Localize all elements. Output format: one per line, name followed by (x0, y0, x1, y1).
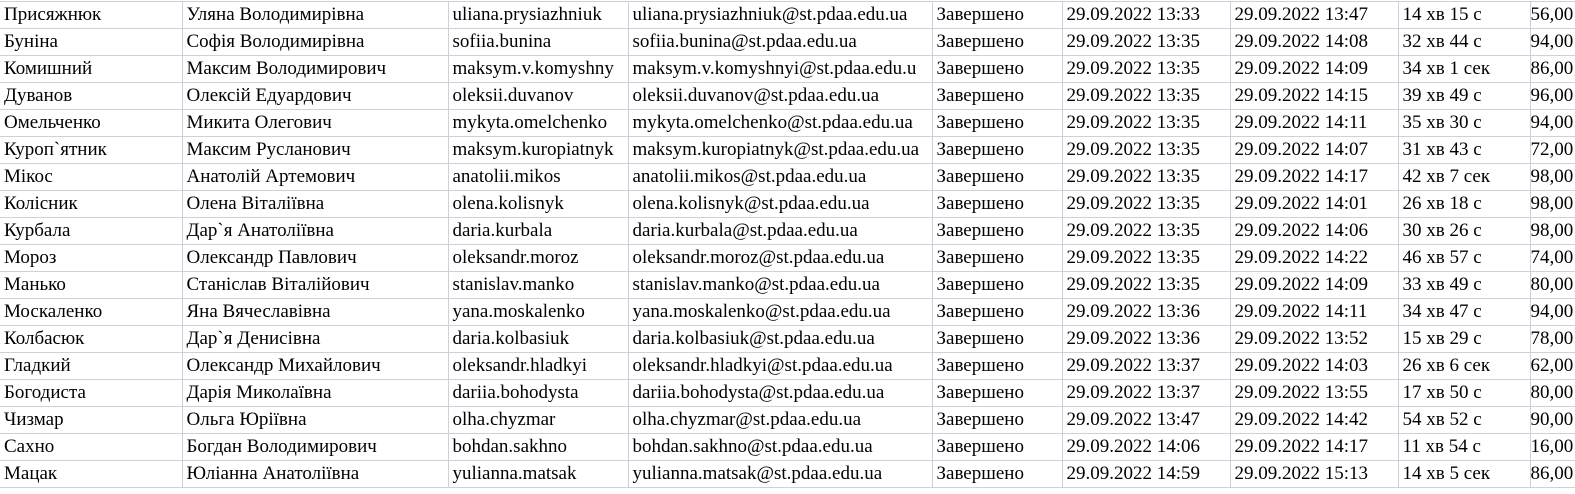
table-row (0, 2, 1575, 29)
cell-duration[interactable]: 15 хв 29 с (1398, 326, 1530, 353)
cell-last-name[interactable]: Омельченко (0, 110, 182, 137)
cell-duration[interactable]: 33 хв 49 с (1398, 272, 1530, 299)
cell-score[interactable]: 56,00 (1530, 2, 1575, 29)
table-row (0, 164, 1575, 191)
cell-completed[interactable]: 29.09.2022 14:11 (1230, 110, 1398, 137)
table-row (0, 137, 1575, 164)
table-row (0, 353, 1575, 380)
cell-username[interactable]: daria.kolbasiuk (448, 326, 628, 353)
cell-duration[interactable]: 34 хв 1 сек (1398, 56, 1530, 83)
cell-completed[interactable]: 29.09.2022 14:03 (1230, 353, 1398, 380)
cell-score[interactable]: 74,00 (1530, 245, 1575, 272)
cell-started[interactable]: 29.09.2022 13:35 (1062, 83, 1230, 110)
cell-completed[interactable]: 29.09.2022 13:52 (1230, 326, 1398, 353)
cell-last-name[interactable]: Манько (0, 272, 182, 299)
cell-first-name[interactable]: Максим Володимирович (182, 56, 448, 83)
cell-started[interactable]: 29.09.2022 13:35 (1062, 218, 1230, 245)
cell-username[interactable]: oleksandr.moroz (448, 245, 628, 272)
cell-last-name[interactable]: Богодиста (0, 380, 182, 407)
cell-started[interactable]: 29.09.2022 13:36 (1062, 326, 1230, 353)
cell-email[interactable]: mykyta.omelchenko@st.pdaa.edu.ua (628, 110, 932, 137)
cell-status[interactable]: Завершено (932, 137, 1062, 164)
cell-duration[interactable]: 31 хв 43 с (1398, 137, 1530, 164)
cell-completed[interactable]: 29.09.2022 14:22 (1230, 245, 1398, 272)
cell-status[interactable]: Завершено (932, 110, 1062, 137)
cell-started[interactable]: 29.09.2022 13:37 (1062, 380, 1230, 407)
cell-score[interactable]: 62,00 (1530, 353, 1575, 380)
cell-completed[interactable]: 29.09.2022 15:13 (1230, 461, 1398, 488)
cell-score[interactable]: 94,00 (1530, 110, 1575, 137)
cell-email[interactable]: maksym.v.komyshnyi@st.pdaa.edu.u (628, 56, 932, 83)
cell-status[interactable]: Завершено (932, 56, 1062, 83)
cell-started[interactable]: 29.09.2022 13:35 (1062, 272, 1230, 299)
cell-email[interactable]: uliana.prysiazhniuk@st.pdaa.edu.ua (628, 2, 932, 29)
cell-first-name[interactable]: Олена Віталіївна (182, 191, 448, 218)
cell-status[interactable]: Завершено (932, 191, 1062, 218)
table-row (0, 407, 1575, 434)
cell-last-name[interactable]: Мацак (0, 461, 182, 488)
cell-username[interactable]: bohdan.sakhno (448, 434, 628, 461)
cell-first-name[interactable]: Микита Олегович (182, 110, 448, 137)
table-row (0, 218, 1575, 245)
cell-first-name[interactable]: Ольга Юріївна (182, 407, 448, 434)
cell-completed[interactable]: 29.09.2022 14:07 (1230, 137, 1398, 164)
cell-score[interactable]: 98,00 (1530, 191, 1575, 218)
cell-first-name[interactable]: Максим Русланович (182, 137, 448, 164)
cell-score[interactable]: 86,00 (1530, 461, 1575, 488)
cell-email[interactable]: olena.kolisnyk@st.pdaa.edu.ua (628, 191, 932, 218)
cell-status[interactable]: Завершено (932, 353, 1062, 380)
cell-started[interactable]: 29.09.2022 14:06 (1062, 434, 1230, 461)
cell-username[interactable]: anatolii.mikos (448, 164, 628, 191)
cell-duration[interactable]: 11 хв 54 с (1398, 434, 1530, 461)
cell-status[interactable]: Завершено (932, 407, 1062, 434)
cell-duration[interactable]: 26 хв 6 сек (1398, 353, 1530, 380)
cell-last-name[interactable]: Курбала (0, 218, 182, 245)
cell-username[interactable]: mykyta.omelchenko (448, 110, 628, 137)
cell-completed[interactable]: 29.09.2022 14:06 (1230, 218, 1398, 245)
table-row (0, 299, 1575, 326)
cell-status[interactable]: Завершено (932, 29, 1062, 56)
cell-username[interactable]: oleksandr.hladkyi (448, 353, 628, 380)
table-row (0, 326, 1575, 353)
cell-status[interactable]: Завершено (932, 461, 1062, 488)
cell-status[interactable]: Завершено (932, 434, 1062, 461)
cell-completed[interactable]: 29.09.2022 13:55 (1230, 380, 1398, 407)
cell-started[interactable]: 29.09.2022 13:35 (1062, 137, 1230, 164)
cell-username[interactable]: dariia.bohodysta (448, 380, 628, 407)
cell-duration[interactable]: 14 хв 5 сек (1398, 461, 1530, 488)
cell-email[interactable]: daria.kolbasiuk@st.pdaa.edu.ua (628, 326, 932, 353)
cell-last-name[interactable]: Колісник (0, 191, 182, 218)
cell-status[interactable]: Завершено (932, 164, 1062, 191)
cell-completed[interactable]: 29.09.2022 14:15 (1230, 83, 1398, 110)
cell-score[interactable]: 98,00 (1530, 218, 1575, 245)
cell-first-name[interactable]: Олексій Едуардович (182, 83, 448, 110)
cell-username[interactable]: daria.kurbala (448, 218, 628, 245)
table-row (0, 83, 1575, 110)
cell-first-name[interactable]: Олександр Павлович (182, 245, 448, 272)
cell-email[interactable]: oleksandr.moroz@st.pdaa.edu.ua (628, 245, 932, 272)
cell-status[interactable]: Завершено (932, 218, 1062, 245)
cell-last-name[interactable]: Сахно (0, 434, 182, 461)
cell-last-name[interactable]: Мороз (0, 245, 182, 272)
cell-email[interactable]: oleksandr.hladkyi@st.pdaa.edu.ua (628, 353, 932, 380)
cell-last-name[interactable]: Москаленко (0, 299, 182, 326)
cell-status[interactable]: Завершено (932, 326, 1062, 353)
cell-first-name[interactable]: Анатолій Артемович (182, 164, 448, 191)
cell-email[interactable]: sofiia.bunina@st.pdaa.edu.ua (628, 29, 932, 56)
cell-duration[interactable]: 30 хв 26 с (1398, 218, 1530, 245)
cell-duration[interactable]: 42 хв 7 сек (1398, 164, 1530, 191)
cell-last-name[interactable]: Колбасюк (0, 326, 182, 353)
cell-started[interactable]: 29.09.2022 13:37 (1062, 353, 1230, 380)
cell-username[interactable]: yulianna.matsak (448, 461, 628, 488)
cell-status[interactable]: Завершено (932, 83, 1062, 110)
cell-username[interactable]: uliana.prysiazhniuk (448, 2, 628, 29)
cell-last-name[interactable]: Присяжнюк (0, 2, 182, 29)
table-row (0, 56, 1575, 83)
cell-started[interactable]: 29.09.2022 13:36 (1062, 299, 1230, 326)
cell-started[interactable]: 29.09.2022 13:47 (1062, 407, 1230, 434)
cell-started[interactable]: 29.09.2022 13:35 (1062, 56, 1230, 83)
cell-first-name[interactable]: Дарія Миколаївна (182, 380, 448, 407)
cell-first-name[interactable]: Уляна Володимирівна (182, 2, 448, 29)
cell-email[interactable]: olha.chyzmar@st.pdaa.edu.ua (628, 407, 932, 434)
cell-status[interactable]: Завершено (932, 272, 1062, 299)
cell-score[interactable]: 78,00 (1530, 326, 1575, 353)
cell-email[interactable]: dariia.bohodysta@st.pdaa.edu.ua (628, 380, 932, 407)
cell-duration[interactable]: 32 хв 44 с (1398, 29, 1530, 56)
table-row (0, 191, 1575, 218)
cell-username[interactable]: stanislav.manko (448, 272, 628, 299)
cell-started[interactable]: 29.09.2022 14:59 (1062, 461, 1230, 488)
cell-status[interactable]: Завершено (932, 299, 1062, 326)
table-row (0, 29, 1575, 56)
cell-started[interactable]: 29.09.2022 13:35 (1062, 191, 1230, 218)
cell-last-name[interactable]: Куроп`ятник (0, 137, 182, 164)
cell-duration[interactable]: 46 хв 57 с (1398, 245, 1530, 272)
table-row (0, 272, 1575, 299)
cell-completed[interactable]: 29.09.2022 14:08 (1230, 29, 1398, 56)
cell-started[interactable]: 29.09.2022 13:33 (1062, 2, 1230, 29)
cell-last-name[interactable]: Мікос (0, 164, 182, 191)
cell-username[interactable]: olena.kolisnyk (448, 191, 628, 218)
cell-completed[interactable]: 29.09.2022 14:17 (1230, 164, 1398, 191)
cell-started[interactable]: 29.09.2022 13:35 (1062, 110, 1230, 137)
cell-last-name[interactable]: Комишний (0, 56, 182, 83)
cell-score[interactable]: 86,00 (1530, 56, 1575, 83)
cell-duration[interactable]: 34 хв 47 с (1398, 299, 1530, 326)
cell-last-name[interactable]: Буніна (0, 29, 182, 56)
cell-first-name[interactable]: Софія Володимирівна (182, 29, 448, 56)
cell-completed[interactable]: 29.09.2022 14:01 (1230, 191, 1398, 218)
table-body (0, 2, 1575, 488)
cell-score[interactable]: 80,00 (1530, 272, 1575, 299)
cell-first-name[interactable]: Дар`я Денисівна (182, 326, 448, 353)
cell-started[interactable]: 29.09.2022 13:35 (1062, 245, 1230, 272)
cell-score[interactable]: 80,00 (1530, 380, 1575, 407)
cell-completed[interactable]: 29.09.2022 14:09 (1230, 56, 1398, 83)
cell-status[interactable]: Завершено (932, 245, 1062, 272)
cell-score[interactable]: 96,00 (1530, 83, 1575, 110)
table-row (0, 380, 1575, 407)
cell-started[interactable]: 29.09.2022 13:35 (1062, 164, 1230, 191)
cell-email[interactable]: yana.moskalenko@st.pdaa.edu.ua (628, 299, 932, 326)
cell-first-name[interactable]: Дар`я Анатоліївна (182, 218, 448, 245)
cell-status[interactable]: Завершено (932, 380, 1062, 407)
cell-completed[interactable]: 29.09.2022 14:11 (1230, 299, 1398, 326)
cell-last-name[interactable]: Чизмар (0, 407, 182, 434)
cell-email[interactable]: maksym.kuropiatnyk@st.pdaa.edu.ua (628, 137, 932, 164)
cell-completed[interactable]: 29.09.2022 14:42 (1230, 407, 1398, 434)
table-row (0, 110, 1575, 137)
cell-username[interactable]: sofiia.bunina (448, 29, 628, 56)
cell-username[interactable]: olha.chyzmar (448, 407, 628, 434)
cell-email[interactable]: yulianna.matsak@st.pdaa.edu.ua (628, 461, 932, 488)
cell-email[interactable]: oleksii.duvanov@st.pdaa.edu.ua (628, 83, 932, 110)
cell-completed[interactable]: 29.09.2022 14:09 (1230, 272, 1398, 299)
cell-first-name[interactable]: Олександр Михайлович (182, 353, 448, 380)
cell-score[interactable]: 16,00 (1530, 434, 1575, 461)
cell-last-name[interactable]: Гладкий (0, 353, 182, 380)
cell-email[interactable]: stanislav.manko@st.pdaa.edu.ua (628, 272, 932, 299)
cell-first-name[interactable]: Станіслав Віталійович (182, 272, 448, 299)
table-row (0, 245, 1575, 272)
table-row (0, 434, 1575, 461)
cell-duration[interactable]: 39 хв 49 с (1398, 83, 1530, 110)
cell-status[interactable]: Завершено (932, 2, 1062, 29)
results-table (0, 1, 1575, 488)
cell-duration[interactable]: 26 хв 18 с (1398, 191, 1530, 218)
cell-first-name[interactable]: Яна Вячеславівна (182, 299, 448, 326)
cell-first-name[interactable]: Юліанна Анатоліївна (182, 461, 448, 488)
cell-score[interactable]: 94,00 (1530, 29, 1575, 56)
cell-email[interactable]: anatolii.mikos@st.pdaa.edu.ua (628, 164, 932, 191)
cell-username[interactable]: oleksii.duvanov (448, 83, 628, 110)
cell-email[interactable]: bohdan.sakhno@st.pdaa.edu.ua (628, 434, 932, 461)
cell-email[interactable]: daria.kurbala@st.pdaa.edu.ua (628, 218, 932, 245)
cell-last-name[interactable]: Дуванов (0, 83, 182, 110)
cell-duration[interactable]: 54 хв 52 с (1398, 407, 1530, 434)
cell-score[interactable]: 90,00 (1530, 407, 1575, 434)
cell-score[interactable]: 72,00 (1530, 137, 1575, 164)
cell-duration[interactable]: 17 хв 50 с (1398, 380, 1530, 407)
cell-completed[interactable]: 29.09.2022 14:17 (1230, 434, 1398, 461)
cell-score[interactable]: 94,00 (1530, 299, 1575, 326)
cell-started[interactable]: 29.09.2022 13:35 (1062, 29, 1230, 56)
cell-score[interactable]: 98,00 (1530, 164, 1575, 191)
cell-duration[interactable]: 35 хв 30 с (1398, 110, 1530, 137)
cell-username[interactable]: maksym.kuropiatnyk (448, 137, 628, 164)
cell-username[interactable]: maksym.v.komyshny (448, 56, 628, 83)
table-row (0, 461, 1575, 488)
cell-username[interactable]: yana.moskalenko (448, 299, 628, 326)
cell-completed[interactable]: 29.09.2022 13:47 (1230, 2, 1398, 29)
cell-duration[interactable]: 14 хв 15 с (1398, 2, 1530, 29)
cell-first-name[interactable]: Богдан Володимирович (182, 434, 448, 461)
